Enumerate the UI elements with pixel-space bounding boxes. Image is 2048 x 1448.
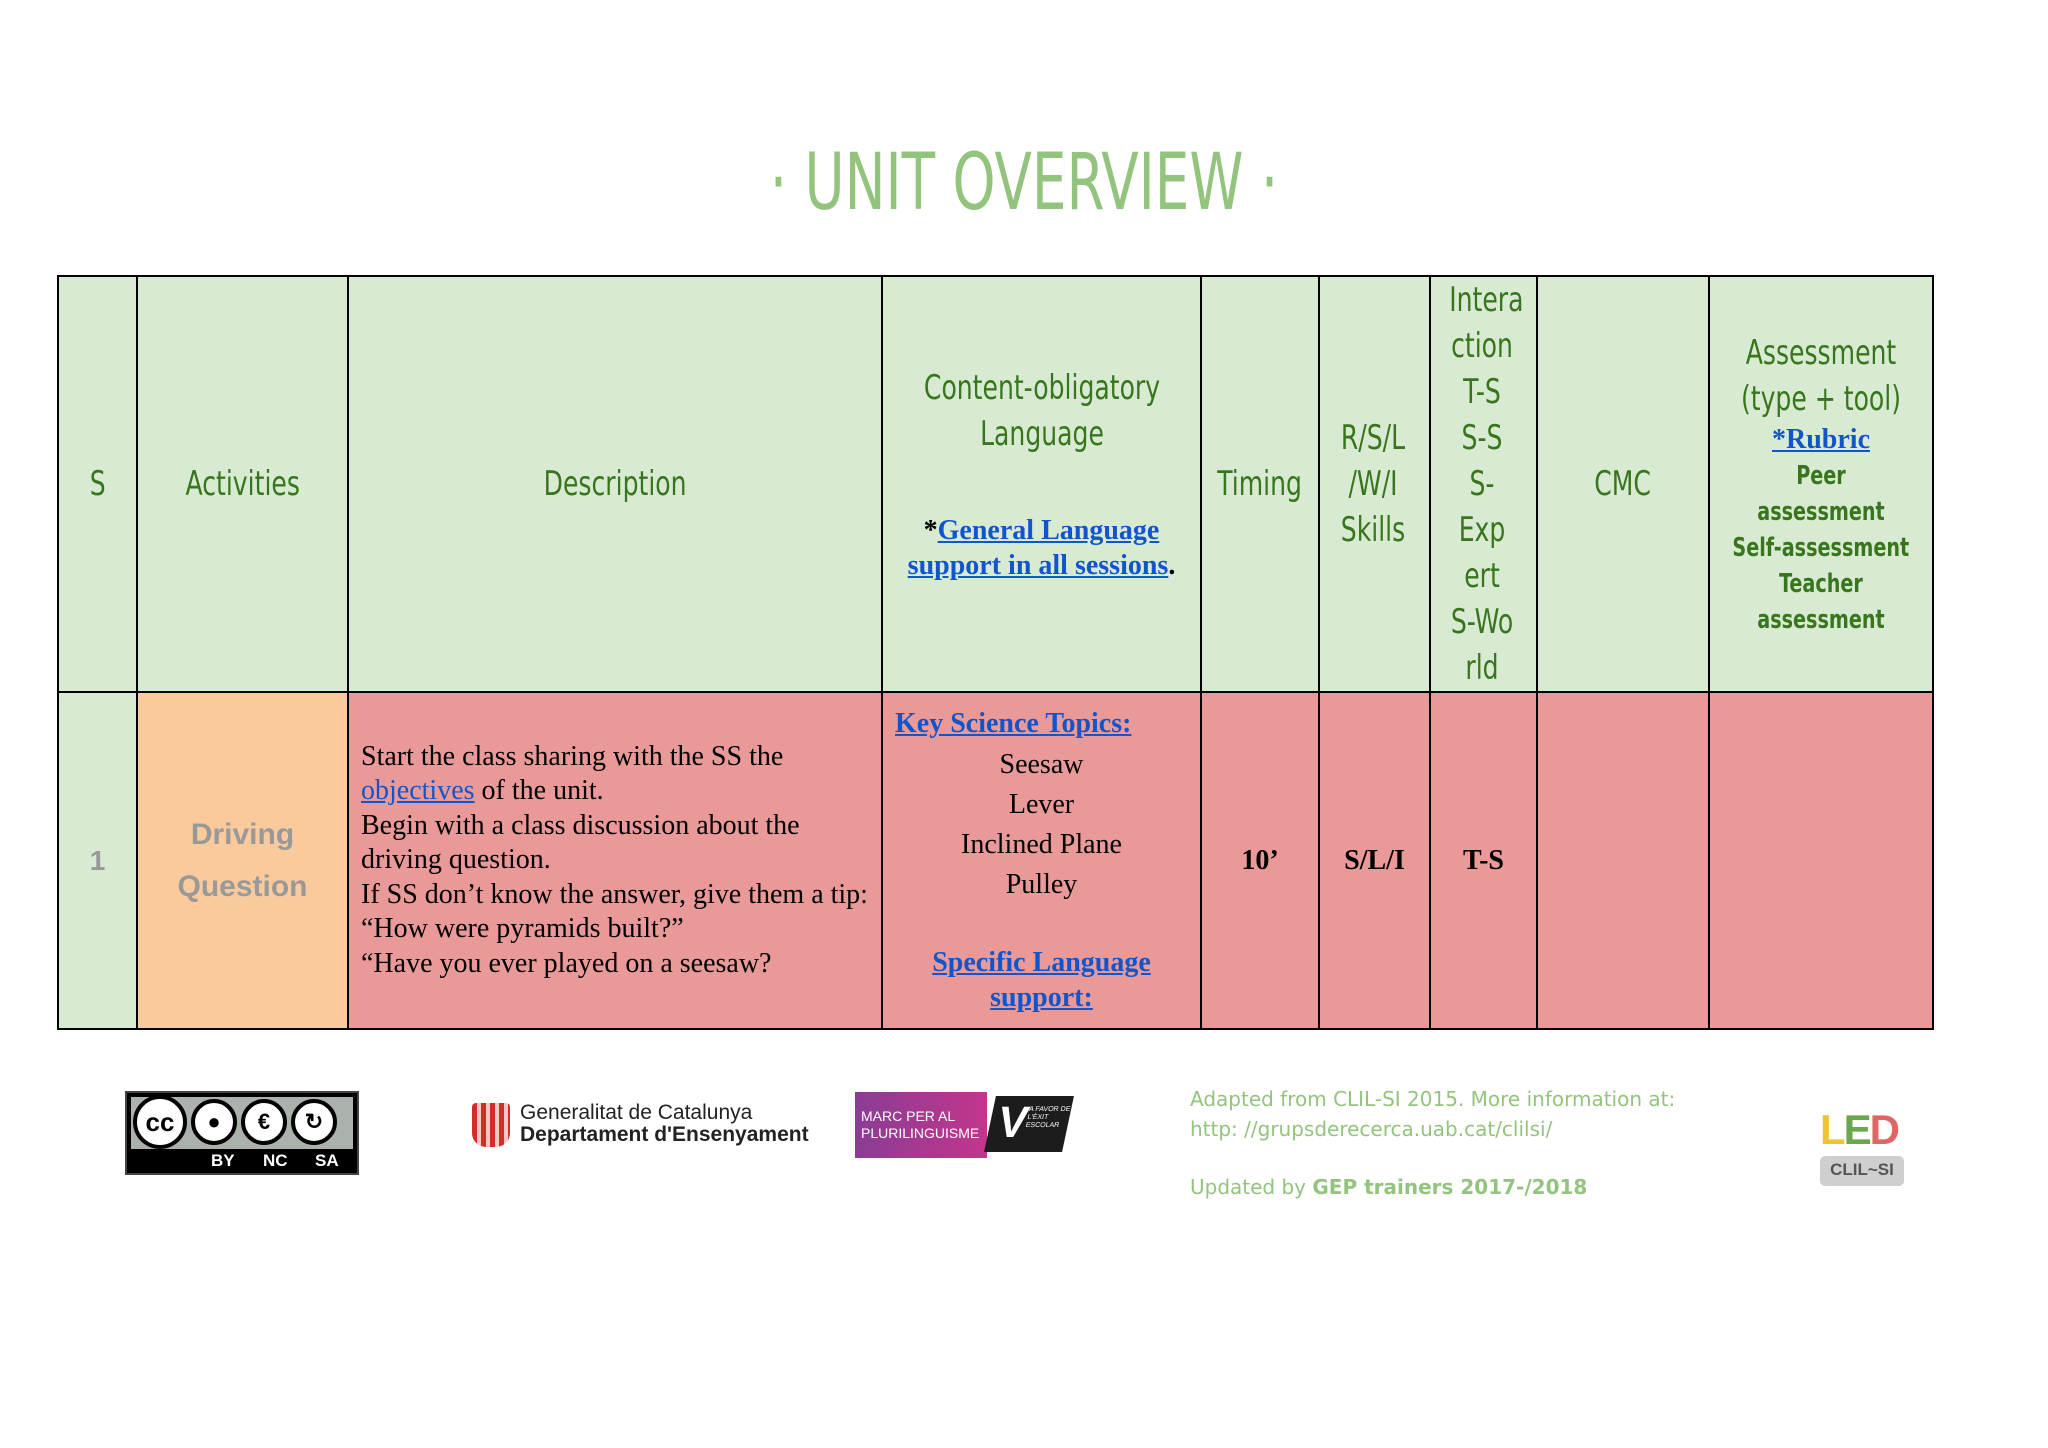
credits-url: http: //grupsderecerca.uab.cat/clilsi/ (1190, 1117, 1553, 1141)
key-science-topics-link[interactable]: Key Science Topics: (895, 708, 1132, 739)
header-assessment: Assessment (type + tool) *Rubric Peer assessment Self-assessment Teacher assessment (1709, 276, 1933, 692)
header-timing: Timing (1201, 276, 1319, 692)
person-icon: ● (191, 1099, 237, 1145)
assessment-teacher: Teacher assessment (1757, 569, 1885, 635)
header-description: Description (348, 276, 882, 692)
activity-cell: Driving Question (137, 692, 348, 1029)
topic-item: Inclined Plane (961, 829, 1122, 860)
skills-cell: S/L/I (1319, 692, 1430, 1029)
header-s: S (58, 276, 137, 692)
general-language-note: *General Language support in all sessions. (907, 515, 1176, 581)
timing-cell: 10’ (1201, 692, 1319, 1029)
header-interaction: Intera ction T-S S-S S-Exp ert S-Wo rld (1430, 276, 1537, 692)
rubric-link[interactable]: *Rubric (1772, 424, 1870, 455)
marc-plurilinguisme-logo: MARC PER AL PLURILINGUISME (855, 1092, 987, 1158)
assessment-peer: Peer assessment (1757, 461, 1885, 527)
led-clil-si-logo: LED CLIL~SI (1820, 1106, 1910, 1192)
exit-escolar-logo: V A FAVOR DE L'ÈXIT ESCOLAR (984, 1096, 1074, 1152)
assessment-self: Self-assessment (1732, 533, 1910, 563)
cc-icon: cc (133, 1095, 187, 1149)
header-content-language: Content-obligatory Language *General Language support in all sessions. (882, 276, 1201, 692)
language-cell (882, 692, 1201, 1029)
credits-text: Adapted from CLIL-SI 2015. More information at: http: //grupsderecerca.uab.cat/clilsi/ Updated by GEP trainers 2017-/2018 (1190, 1087, 1676, 1199)
generalitat-logo: Generalitat de Catalunya Departament d'Ensenyament (472, 1101, 832, 1151)
share-alike-icon: ↻ (291, 1099, 337, 1145)
catalan-flag-icon (472, 1103, 510, 1147)
header-cmc: CMC (1537, 276, 1709, 692)
cmc-cell (1537, 692, 1709, 1029)
objectives-link[interactable]: objectives (361, 775, 475, 807)
header-activities: Activities (137, 276, 348, 692)
topic-item: Seesaw (999, 749, 1084, 780)
description-cell: Start the class sharing with the SS the objectives of the unit. Begin with a class discussion about the driving question. If SS don’t know the answer, give them a tip: “How were pyramids built?” “Have you ever played on a seesaw? (348, 692, 882, 1029)
euro-icon: € (241, 1099, 287, 1145)
general-language-link[interactable]: General Language support in all sessions (907, 515, 1169, 581)
page-title: · UNIT OVERVIEW · (769, 138, 1279, 228)
v-icon: V (993, 1098, 1033, 1147)
header-skills: R/S/L /W/I Skills (1319, 276, 1430, 692)
assessment-cell (1709, 692, 1933, 1029)
creative-commons-logo: cc ● € ↻ BY NC SA (125, 1091, 359, 1175)
header-row (58, 276, 1933, 692)
table-row (58, 692, 1933, 1029)
specific-language-support-link[interactable]: Specific Language support: (932, 947, 1151, 1013)
led-word: LED (1820, 1106, 1899, 1153)
topic-item: Pulley (1005, 869, 1078, 900)
interaction-cell: T-S (1430, 692, 1537, 1029)
topic-item: Lever (1008, 789, 1075, 820)
session-number: 1 (58, 692, 137, 1029)
unit-overview-table (57, 275, 1934, 1030)
